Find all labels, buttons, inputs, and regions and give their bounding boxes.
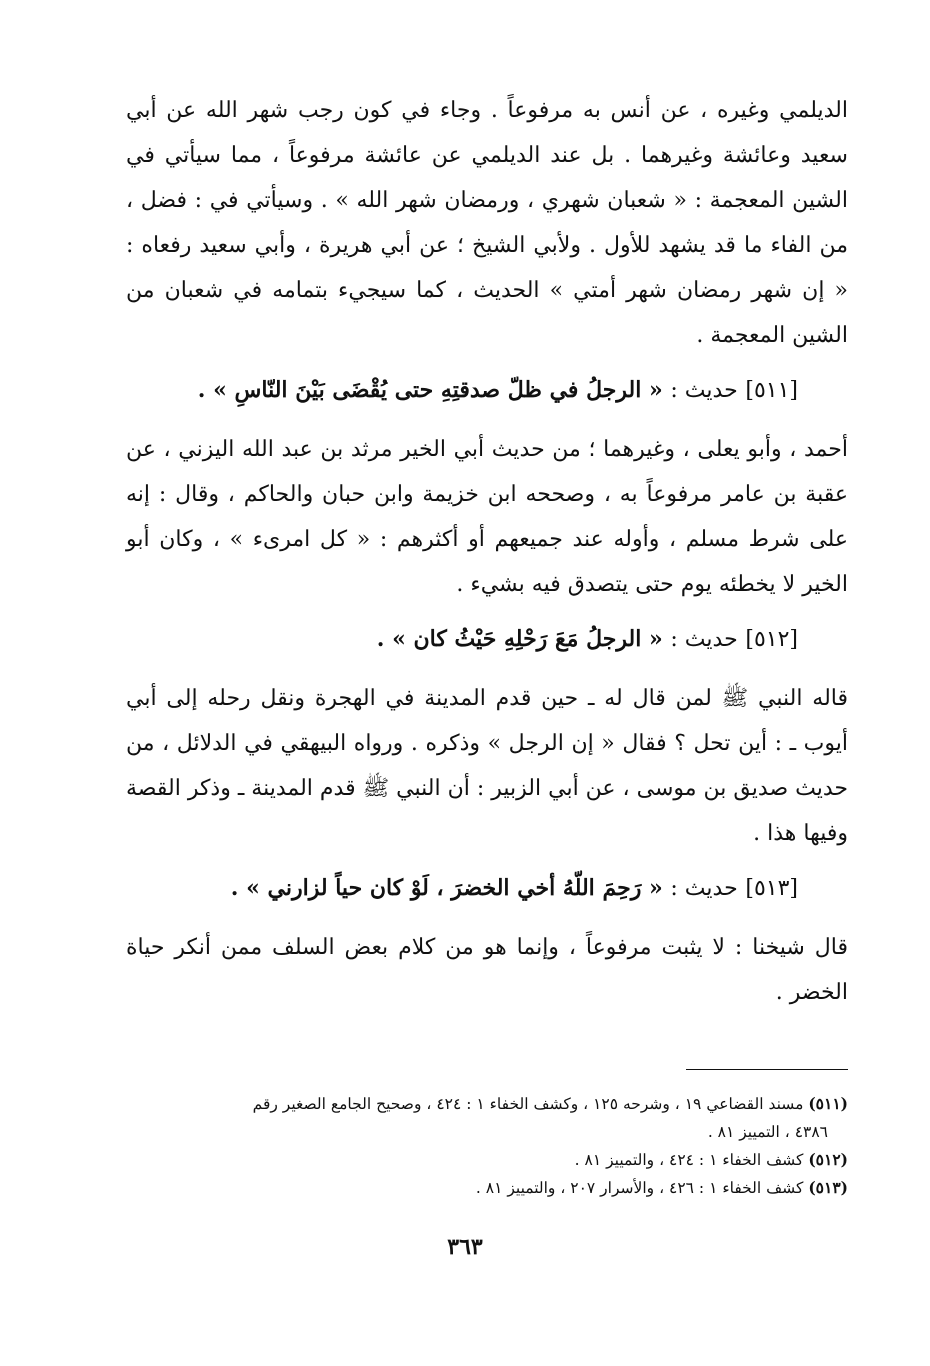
footnote-text: مسند القضاعي ١٩ ، وشرحه ١٢٥ ، وكشف الخفاء ١ : ٤٢٤ ، وصحيح الجامع الصغير رقم	[252, 1095, 804, 1113]
hadith-513-heading	[126, 866, 798, 911]
footnote-512	[126, 1146, 848, 1174]
paragraph-3: قاله النبي ﷺ لمن قال له ـ حين قدم المدينة في الهجرة ونقل رحله إلى أبي أيوب ـ : أين تحل ؟ فقال « إن الرجل » وذكره . ورواه البيهقي في الدلائل ، من حديث صديق بن موسى ، عن أبي الزبير : أن النبي ﷺ قدم المدينة ـ وذكر القصة وفيها هذا .	[126, 686, 848, 846]
footnote-number: (٥١١)	[808, 1094, 848, 1113]
paragraph-2: أحمد ، وأبو يعلى ، وغيرهما ؛ من حديث أبي الخير مرثد بن عبد الله اليزني ، عن عقبة بن عامر مرفوعاً به ، وصححه ابن خزيمة وابن حبان والحاكم ، وقال : إنه على شرط مسلم ، وأوله عند جميعهم أو أكثرهم : « كل امرىء » ، وكان أبو الخير لا يخطئه يوم حتى يتصدق فيه بشيء .	[126, 437, 848, 597]
page-number: ٣٦٣	[447, 1234, 483, 1260]
footnotes	[126, 1090, 848, 1202]
hadith-label: حديث :	[670, 876, 738, 901]
footnote-511-continued: ٤٣٨٦ ، التمييز ٨١ .	[707, 1123, 828, 1141]
footnote-number: (٥١٣)	[808, 1178, 848, 1197]
hadith-number: [٥١١]	[745, 378, 798, 403]
hadith-text: « الرجلُ في ظلّ صدقتِهِ حتى يُقْضَى بَيْنَ النّاسِ » .	[197, 377, 663, 403]
hadith-text: « رَحِمَ اللّهُ أخي الخضرَ ، لَوْ كان حياً لزارني » .	[230, 875, 663, 901]
footnote-number: (٥١٢)	[808, 1150, 848, 1169]
paragraph-4: قال شيخنا : لا يثبت مرفوعاً ، وإنما هو من كلام بعض السلف ممن أنكر حياة الخضر .	[126, 935, 848, 1005]
hadith-text: « الرجلُ مَعَ رَحْلِهِ حَيْثُ كان » .	[376, 626, 663, 652]
hadith-label: حديث :	[670, 627, 738, 652]
main-text	[126, 88, 848, 1015]
footnote-text: كشف الخفاء ١ : ٤٢٦ ، والأسرار ٢٠٧ ، والتمييز ٨١ .	[475, 1179, 804, 1197]
footnote-text: كشف الخفاء ١ : ٤٢٤ ، والتمييز ٨١ .	[574, 1151, 804, 1169]
footnote-513	[126, 1174, 848, 1202]
hadith-number: [٥١٣]	[745, 876, 798, 901]
hadith-511-heading	[126, 368, 798, 413]
hadith-label: حديث :	[670, 378, 738, 403]
hadith-number: [٥١٢]	[745, 627, 798, 652]
hadith-512-heading	[126, 617, 798, 662]
footnote-511	[126, 1090, 848, 1118]
paragraph-1: الديلمي وغيره ، عن أنس به مرفوعاً . وجاء في كون رجب شهر الله عن أبي سعيد وعائشة وغيرهما . بل عند الديلمي عن عائشة مرفوعاً ، مما سيأتي في الشين المعجمة : « شعبان شهري ، ورمضان شهر الله » . وسيأتي في : فضل ، من الفاء ما قد يشهد للأول . ولأبي الشيخ ؛ عن أبي هريرة ، وأبي سعيد رفعاه : « إن شهر رمضان شهر أمتي » الحديث ، كما سيجيء بتمامه في شعبان من الشين المعجمة .	[126, 98, 848, 348]
footnote-divider	[686, 1069, 848, 1070]
